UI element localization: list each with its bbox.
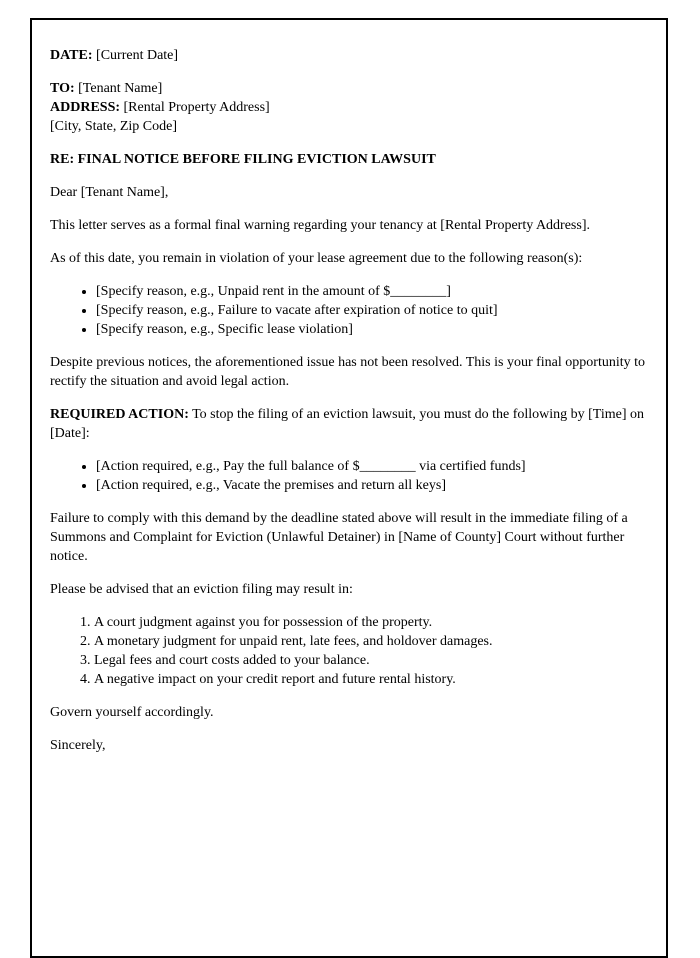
govern-paragraph: Govern yourself accordingly. xyxy=(50,705,214,720)
consequence-list xyxy=(50,613,648,689)
address-line2: [City, State, Zip Code] xyxy=(50,119,178,134)
to-line xyxy=(50,79,648,98)
advised-paragraph: Please be advised that an eviction filing may result in: xyxy=(50,582,353,597)
consequence-item: 3. Legal fees and court costs added to your balance. xyxy=(94,651,648,670)
reason-list xyxy=(50,282,648,339)
violation-paragraph: As of this date, you remain in violation of your lease agreement due to the following reason(s): xyxy=(50,251,583,266)
to-label: TO: xyxy=(50,81,75,96)
action-list xyxy=(50,457,648,495)
reason-item: • [Specify reason, e.g., Unpaid rent in the amount of $________] xyxy=(96,282,648,301)
date-value: [Current Date] xyxy=(96,48,179,63)
despite-paragraph: Despite previous notices, the aforementioned issue has not been resolved. This is your final opportunity to rectify the situation and avoid legal action. xyxy=(50,355,646,389)
date-line xyxy=(50,46,648,65)
required-action-label: REQUIRED ACTION: xyxy=(50,407,189,422)
required-action-text: To stop the filing of an eviction lawsuit, you must do the following by [Time] on [Date]: xyxy=(50,407,645,441)
consequence-item: 2. A monetary judgment for unpaid rent, late fees, and holdover damages. xyxy=(94,632,648,651)
reason-item: • [Specify reason, e.g., Failure to vacate after expiration of notice to quit] xyxy=(96,301,648,320)
address-value: [Rental Property Address] xyxy=(123,100,270,115)
to-value: [Tenant Name] xyxy=(78,81,163,96)
address-line xyxy=(50,98,648,117)
letter-page xyxy=(30,18,668,958)
address-label: ADDRESS: xyxy=(50,100,121,115)
action-item: • [Action required, e.g., Pay the full balance of $________ via certified funds] xyxy=(96,457,648,476)
subject-line: RE: FINAL NOTICE BEFORE FILING EVICTION LAWSUIT xyxy=(50,152,436,167)
intro-paragraph: This letter serves as a formal final warning regarding your tenancy at [Rental Property Address]. xyxy=(50,218,590,233)
salutation: Dear [Tenant Name], xyxy=(50,185,169,200)
date-label: DATE: xyxy=(50,48,93,63)
consequence-item: 4. A negative impact on your credit report and future rental history. xyxy=(94,670,648,689)
failure-paragraph: Failure to comply with this demand by the deadline stated above will result in the immediate filing of a Summons and Complaint for Eviction (Unlawful Detainer) in [Name of County] Court without further notice. xyxy=(50,511,628,564)
action-item: • [Action required, e.g., Vacate the premises and return all keys] xyxy=(96,476,648,495)
closing: Sincerely, xyxy=(50,738,106,753)
reason-item: • [Specify reason, e.g., Specific lease violation] xyxy=(96,320,648,339)
consequence-item: 1. A court judgment against you for possession of the property. xyxy=(94,613,648,632)
required-action-paragraph xyxy=(50,405,648,443)
